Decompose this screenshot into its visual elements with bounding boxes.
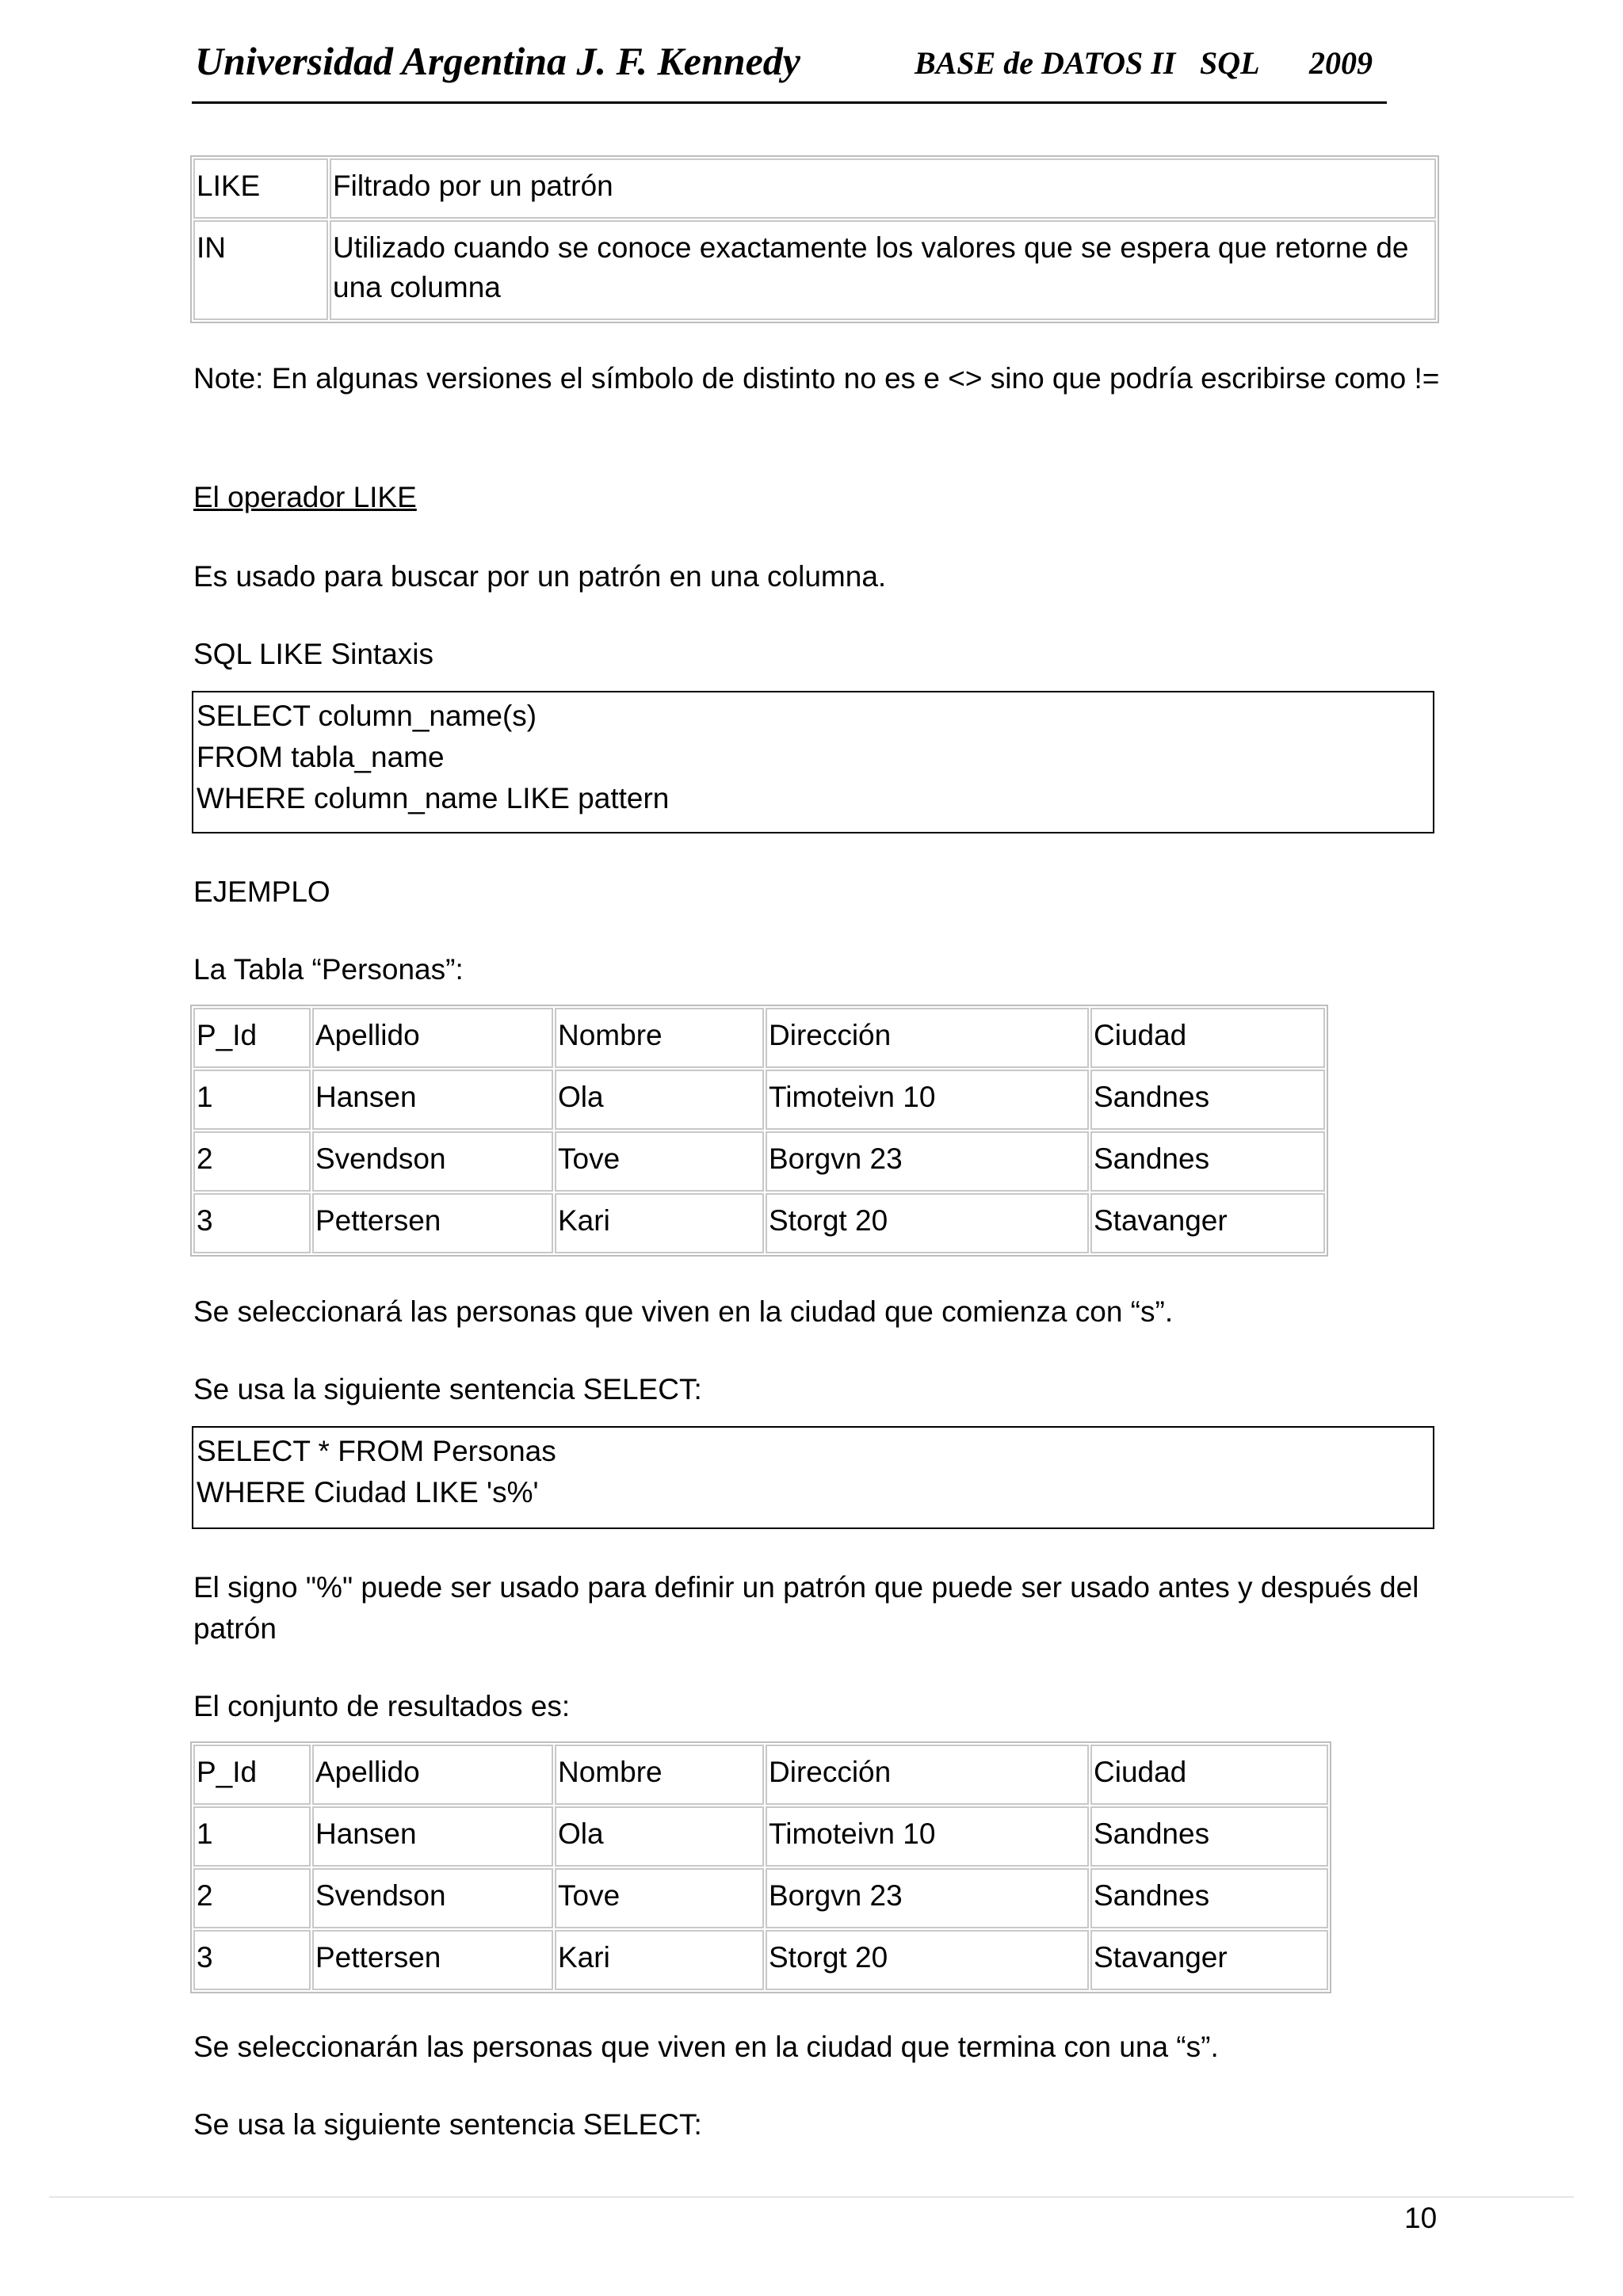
header-year: 2009 — [1309, 45, 1373, 81]
header-cell: P_Id — [193, 1745, 311, 1805]
table-row — [193, 1131, 1325, 1192]
syntax-title: SQL LIKE Sintaxis — [193, 638, 433, 670]
table-cell: Pettersen — [312, 1930, 553, 1990]
personas-table — [190, 1005, 1328, 1257]
result-intro: El conjunto de resultados es: — [193, 1690, 571, 1722]
university-name: Universidad Argentina J. F. Kennedy — [195, 39, 800, 83]
operator-cell: IN — [193, 220, 328, 320]
table-cell: 3 — [193, 1930, 311, 1990]
table-header-row — [193, 1745, 1328, 1805]
code-line: SELECT * FROM Personas — [197, 1435, 556, 1467]
table-cell: Svendson — [312, 1868, 553, 1928]
table-cell: 3 — [193, 1193, 311, 1253]
operator-desc-cell: Filtrado por un patrón — [330, 158, 1436, 219]
table-row — [193, 1070, 1325, 1130]
example-title: EJEMPLO — [193, 875, 330, 908]
section-intro: Es usado para buscar por un patrón en una columna. — [193, 560, 887, 593]
page-header — [192, 35, 1387, 104]
header-cell: Ciudad — [1090, 1008, 1325, 1068]
page-number: 10 — [1404, 2202, 1438, 2234]
table-cell: Hansen — [312, 1070, 553, 1130]
operators-table — [190, 155, 1439, 323]
table-cell: Borgvn 23 — [766, 1868, 1089, 1928]
code-line: SELECT column_name(s) — [197, 700, 537, 732]
select-code-box-1 — [192, 1426, 1434, 1529]
header-cell: Apellido — [312, 1008, 553, 1068]
percent-note: El signo "%" puede ser usado para definir un patrón que puede ser usado antes y después del patrón — [193, 1571, 1419, 1645]
note-text: Note: En algunas versiones el símbolo de distinto no es e <> sino que podría escribirse como != — [193, 362, 1440, 395]
table-cell: 2 — [193, 1131, 311, 1192]
table-intro: La Tabla “Personas”: — [193, 953, 464, 986]
header-cell: P_Id — [193, 1008, 311, 1068]
table-cell: Timoteivn 10 — [766, 1806, 1089, 1867]
footer-divider — [49, 2196, 1574, 2198]
table-cell: Svendson — [312, 1131, 553, 1192]
table-cell: Sandnes — [1090, 1806, 1328, 1867]
table-cell: Storgt 20 — [766, 1930, 1089, 1990]
table-row — [193, 158, 1436, 219]
operator-desc-cell: Utilizado cuando se conoce exactamente los valores que se espera que retorne de una columna — [330, 220, 1436, 320]
table-cell: Kari — [555, 1193, 764, 1253]
select-description-1: Se seleccionará las personas que viven en la ciudad que comienza con “s”. — [193, 1295, 1174, 1328]
table-row — [193, 1806, 1328, 1867]
table-cell: Tove — [555, 1131, 764, 1192]
code-line: WHERE Ciudad LIKE 's%' — [197, 1476, 539, 1508]
header-cell: Nombre — [555, 1745, 764, 1805]
table-cell: Hansen — [312, 1806, 553, 1867]
table-row — [193, 220, 1436, 320]
header-cell: Dirección — [766, 1008, 1089, 1068]
table-cell: Storgt 20 — [766, 1193, 1089, 1253]
table-cell: Sandnes — [1090, 1868, 1328, 1928]
table-cell: Tove — [555, 1868, 764, 1928]
table-cell: 1 — [193, 1806, 311, 1867]
table-cell: Sandnes — [1090, 1131, 1325, 1192]
table-header-row — [193, 1008, 1325, 1068]
table-row — [193, 1193, 1325, 1253]
code-line: FROM tabla_name — [197, 741, 445, 773]
table-row — [193, 1930, 1328, 1990]
syntax-code-box — [192, 691, 1434, 833]
table-cell: Stavanger — [1090, 1930, 1328, 1990]
table-cell: Timoteivn 10 — [766, 1070, 1089, 1130]
table-cell: Pettersen — [312, 1193, 553, 1253]
table-cell: Borgvn 23 — [766, 1131, 1089, 1192]
select-description-2: Se seleccionarán las personas que viven en la ciudad que termina con una “s”. — [193, 2031, 1219, 2063]
header-cell: Apellido — [312, 1745, 553, 1805]
header-cell: Nombre — [555, 1008, 764, 1068]
header-cell: Ciudad — [1090, 1745, 1328, 1805]
table-cell: Kari — [555, 1930, 764, 1990]
course-name: BASE de DATOS II — [915, 45, 1176, 81]
header-cell: Dirección — [766, 1745, 1089, 1805]
table-cell: 1 — [193, 1070, 311, 1130]
table-row — [193, 1868, 1328, 1928]
table-cell: Ola — [555, 1070, 764, 1130]
operator-cell: LIKE — [193, 158, 328, 219]
uses-select-2: Se usa la siguiente sentencia SELECT: — [193, 2108, 702, 2141]
table-cell: Sandnes — [1090, 1070, 1325, 1130]
table-cell: Stavanger — [1090, 1193, 1325, 1253]
section-title: El operador LIKE — [193, 481, 417, 513]
table-cell: 2 — [193, 1868, 311, 1928]
code-line: WHERE column_name LIKE pattern — [197, 782, 670, 814]
table-cell: Ola — [555, 1806, 764, 1867]
subject-name: SQL — [1200, 45, 1260, 81]
result-table — [190, 1741, 1331, 1993]
uses-select-1: Se usa la siguiente sentencia SELECT: — [193, 1373, 702, 1405]
